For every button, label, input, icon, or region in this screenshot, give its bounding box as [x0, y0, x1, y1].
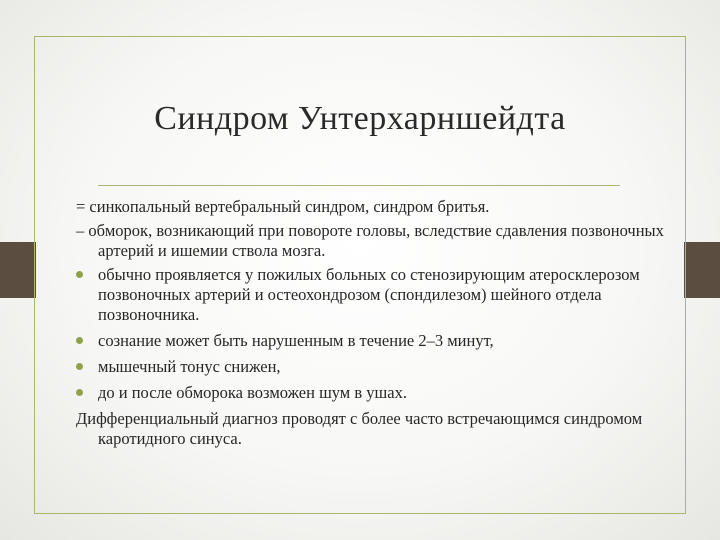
description-text: – обморок, возникающий при повороте головы, вследствие сдавления позвоночных артерий и ишемии ствола мозга. — [76, 221, 664, 260]
bullet-item — [76, 265, 666, 325]
bullet-dot-icon — [76, 363, 83, 370]
bullet-item — [76, 383, 666, 403]
bullet-item — [76, 331, 666, 351]
title-divider — [98, 185, 620, 186]
slide-title: Синдром Унтерхарншейдта — [154, 100, 566, 137]
bullet-dot-icon — [76, 389, 83, 396]
bullet-item — [76, 357, 666, 377]
slide-body — [76, 197, 666, 453]
bullet-dot-icon — [76, 271, 83, 278]
conclusion-text: Дифференциальный диагноз проводят с более часто встречающимся синдромом каротидного синуса. — [76, 409, 643, 448]
bullet-text: обычно проявляется у пожилых больных со стенозирующим атеросклерозом позвоночных артерий и остеохондрозом (спондилезом) шейного отдела позвоночника. — [98, 265, 640, 324]
bullet-text: сознание может быть нарушенным в течение 2–3 минут, — [98, 331, 494, 350]
definition-text: = синкопальный вертебральный синдром, синдром бритья. — [76, 197, 490, 216]
bullet-text: мышечный тонус снижен, — [98, 357, 281, 376]
bullet-text: до и после обморока возможен шум в ушах. — [98, 383, 407, 402]
right-accent-bar — [684, 242, 720, 298]
bullet-dot-icon — [76, 337, 83, 344]
left-accent-bar — [0, 242, 36, 298]
